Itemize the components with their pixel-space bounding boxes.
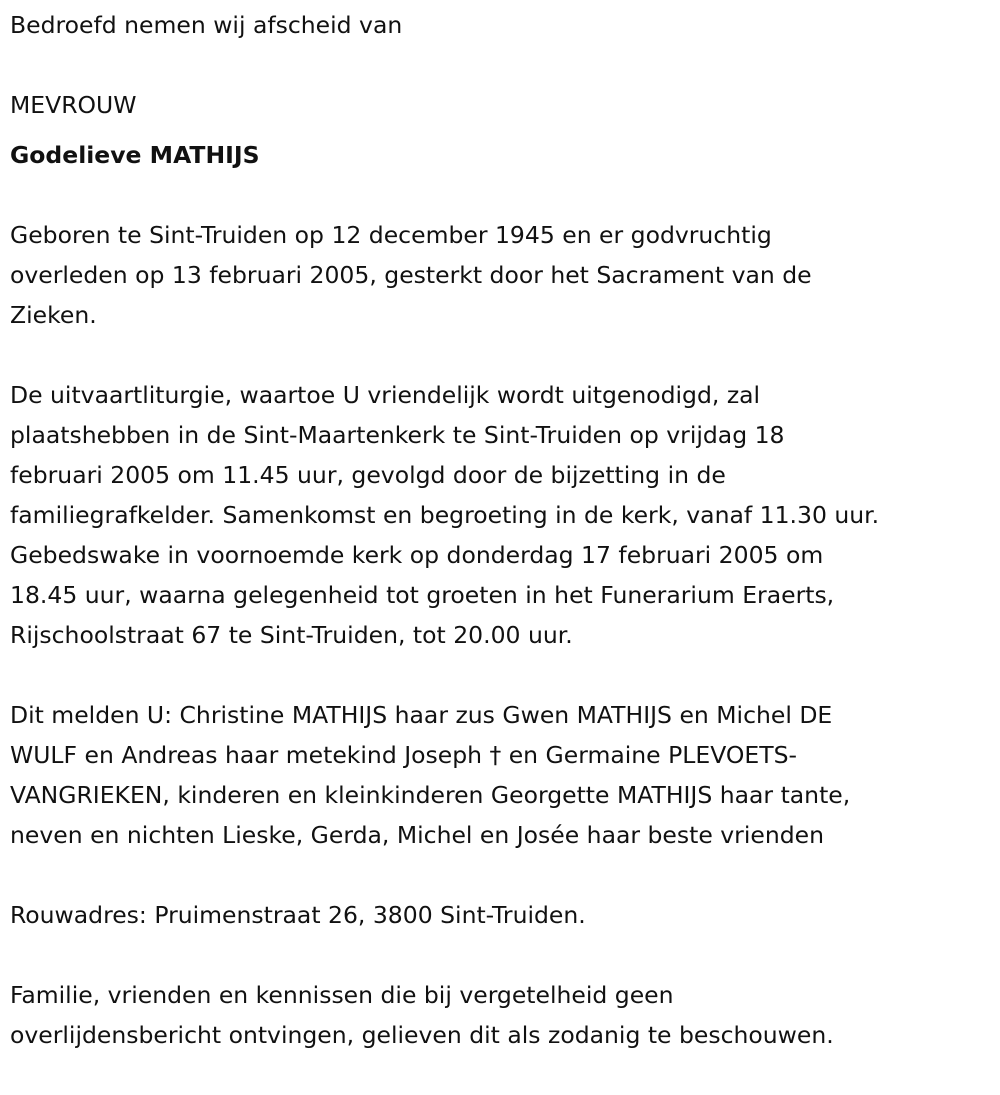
text-line: Dit melden U: Christine MATHIJS haar zus Gwen MATHIJS en Michel DE [10, 701, 833, 729]
closing-paragraph [10, 975, 1000, 1055]
text-line: 18.45 uur, waarna gelegenheid tot groeten in het Funerarium Eraerts, [10, 581, 835, 609]
name-paragraph [10, 135, 1000, 175]
text-line: De uitvaartliturgie, waartoe U vriendelijk wordt uitgenodigd, zal [10, 381, 761, 409]
text-line: Gebedswake in voornoemde kerk op donderdag 17 februari 2005 om [10, 541, 824, 569]
intro-text: Bedroefd nemen wij afscheid van [10, 11, 403, 39]
text-line: februari 2005 om 11.45 uur, gevolgd door de bijzetting in de [10, 461, 726, 489]
text-line: Familie, vrienden en kennissen die bij vergetelheid geen [10, 981, 674, 1009]
text-line: Rouwadres: Pruimenstraat 26, 3800 Sint-Truiden. [10, 901, 586, 929]
death-notice [10, 5, 1000, 1095]
address-paragraph [10, 895, 1000, 935]
honorific: MEVROUW [10, 91, 137, 119]
text-line: overleden op 13 februari 2005, gesterkt door het Sacrament van de [10, 261, 812, 289]
text-line: Geboren te Sint-Truiden op 12 december 1945 en er godvruchtig [10, 221, 772, 249]
family-paragraph [10, 695, 1000, 855]
text-line: Rijschoolstraat 67 te Sint-Truiden, tot 20.00 uur. [10, 621, 573, 649]
funeral-paragraph [10, 375, 1000, 655]
text-line: VANGRIEKEN, kinderen en kleinkinderen Georgette MATHIJS haar tante, [10, 781, 851, 809]
deceased-name: Godelieve MATHIJS [10, 141, 260, 169]
text-line: familiegrafkelder. Samenkomst en begroeting in de kerk, vanaf 11.30 uur. [10, 501, 880, 529]
intro-paragraph [10, 5, 1000, 45]
text-line: neven en nichten Lieske, Gerda, Michel en Josée haar beste vrienden [10, 821, 824, 849]
text-line: WULF en Andreas haar metekind Joseph † en Germaine PLEVOETS- [10, 741, 797, 769]
birth-death-paragraph [10, 215, 1000, 335]
text-line: overlijdensbericht ontvingen, gelieven dit als zodanig te beschouwen. [10, 1021, 834, 1049]
title-paragraph [10, 85, 1000, 125]
text-line: plaatshebben in de Sint-Maartenkerk te Sint-Truiden op vrijdag 18 [10, 421, 785, 449]
text-line: Zieken. [10, 301, 97, 329]
